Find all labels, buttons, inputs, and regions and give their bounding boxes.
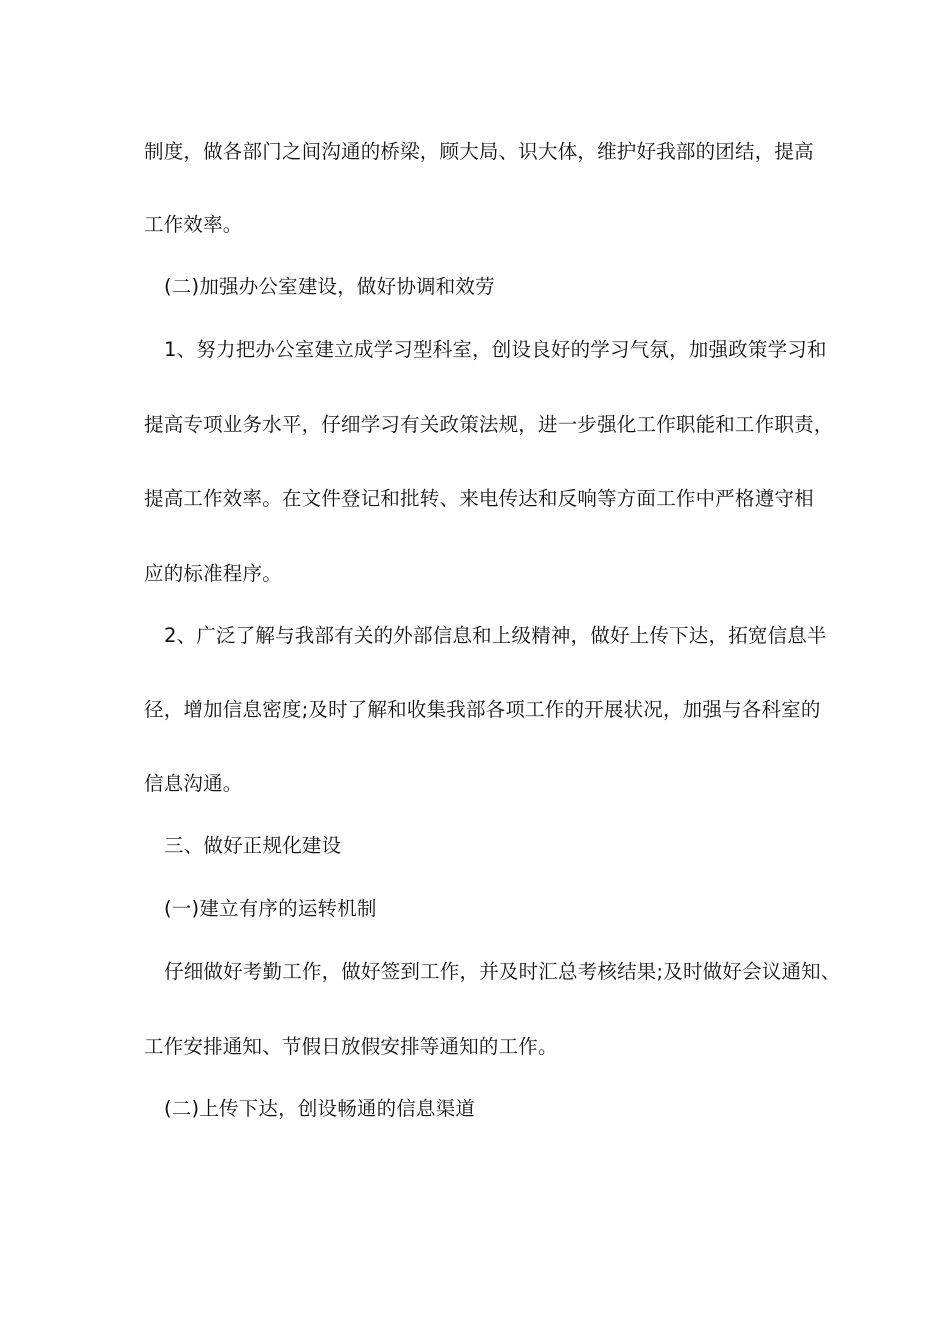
section-heading: (二)上传下达，创设畅通的信息渠道: [164, 1097, 476, 1120]
text-line: 应的标准程序。: [144, 562, 282, 585]
section-heading: (一)建立有序的运转机制: [164, 897, 377, 920]
text-line: 信息沟通。: [144, 772, 243, 795]
text-line: 1、努力把办公室建立成学习型科室，创设良好的学习气氛，加强政策学习和: [164, 338, 827, 361]
text-line: 2、广泛了解与我部有关的外部信息和上级精神，做好上传下达，拓宽信息半: [164, 624, 827, 647]
text-line: 工作安排通知、节假日放假安排等通知的工作。: [144, 1035, 558, 1058]
text-line: 工作效率。: [144, 213, 243, 236]
text-line: 径，增加信息密度;及时了解和收集我部各项工作的开展状况，加强与各科室的: [144, 698, 821, 721]
text-line: 仔细做好考勤工作，做好签到工作，并及时汇总考核结果;及时做好会议通知、: [164, 960, 841, 983]
section-heading: (二)加强办公室建设，做好协调和效劳: [164, 275, 495, 298]
text-line: 提高专项业务水平，仔细学习有关政策法规，进一步强化工作职能和工作职责，: [144, 413, 834, 436]
text-line: 制度，做各部门之间沟通的桥梁，顾大局、识大体，维护好我部的团结，提高: [144, 140, 814, 163]
text-line: 提高工作效率。在文件登记和批转、来电传达和反响等方面工作中严格遵守相: [144, 487, 814, 510]
section-heading: 三、做好正规化建设: [164, 834, 342, 857]
